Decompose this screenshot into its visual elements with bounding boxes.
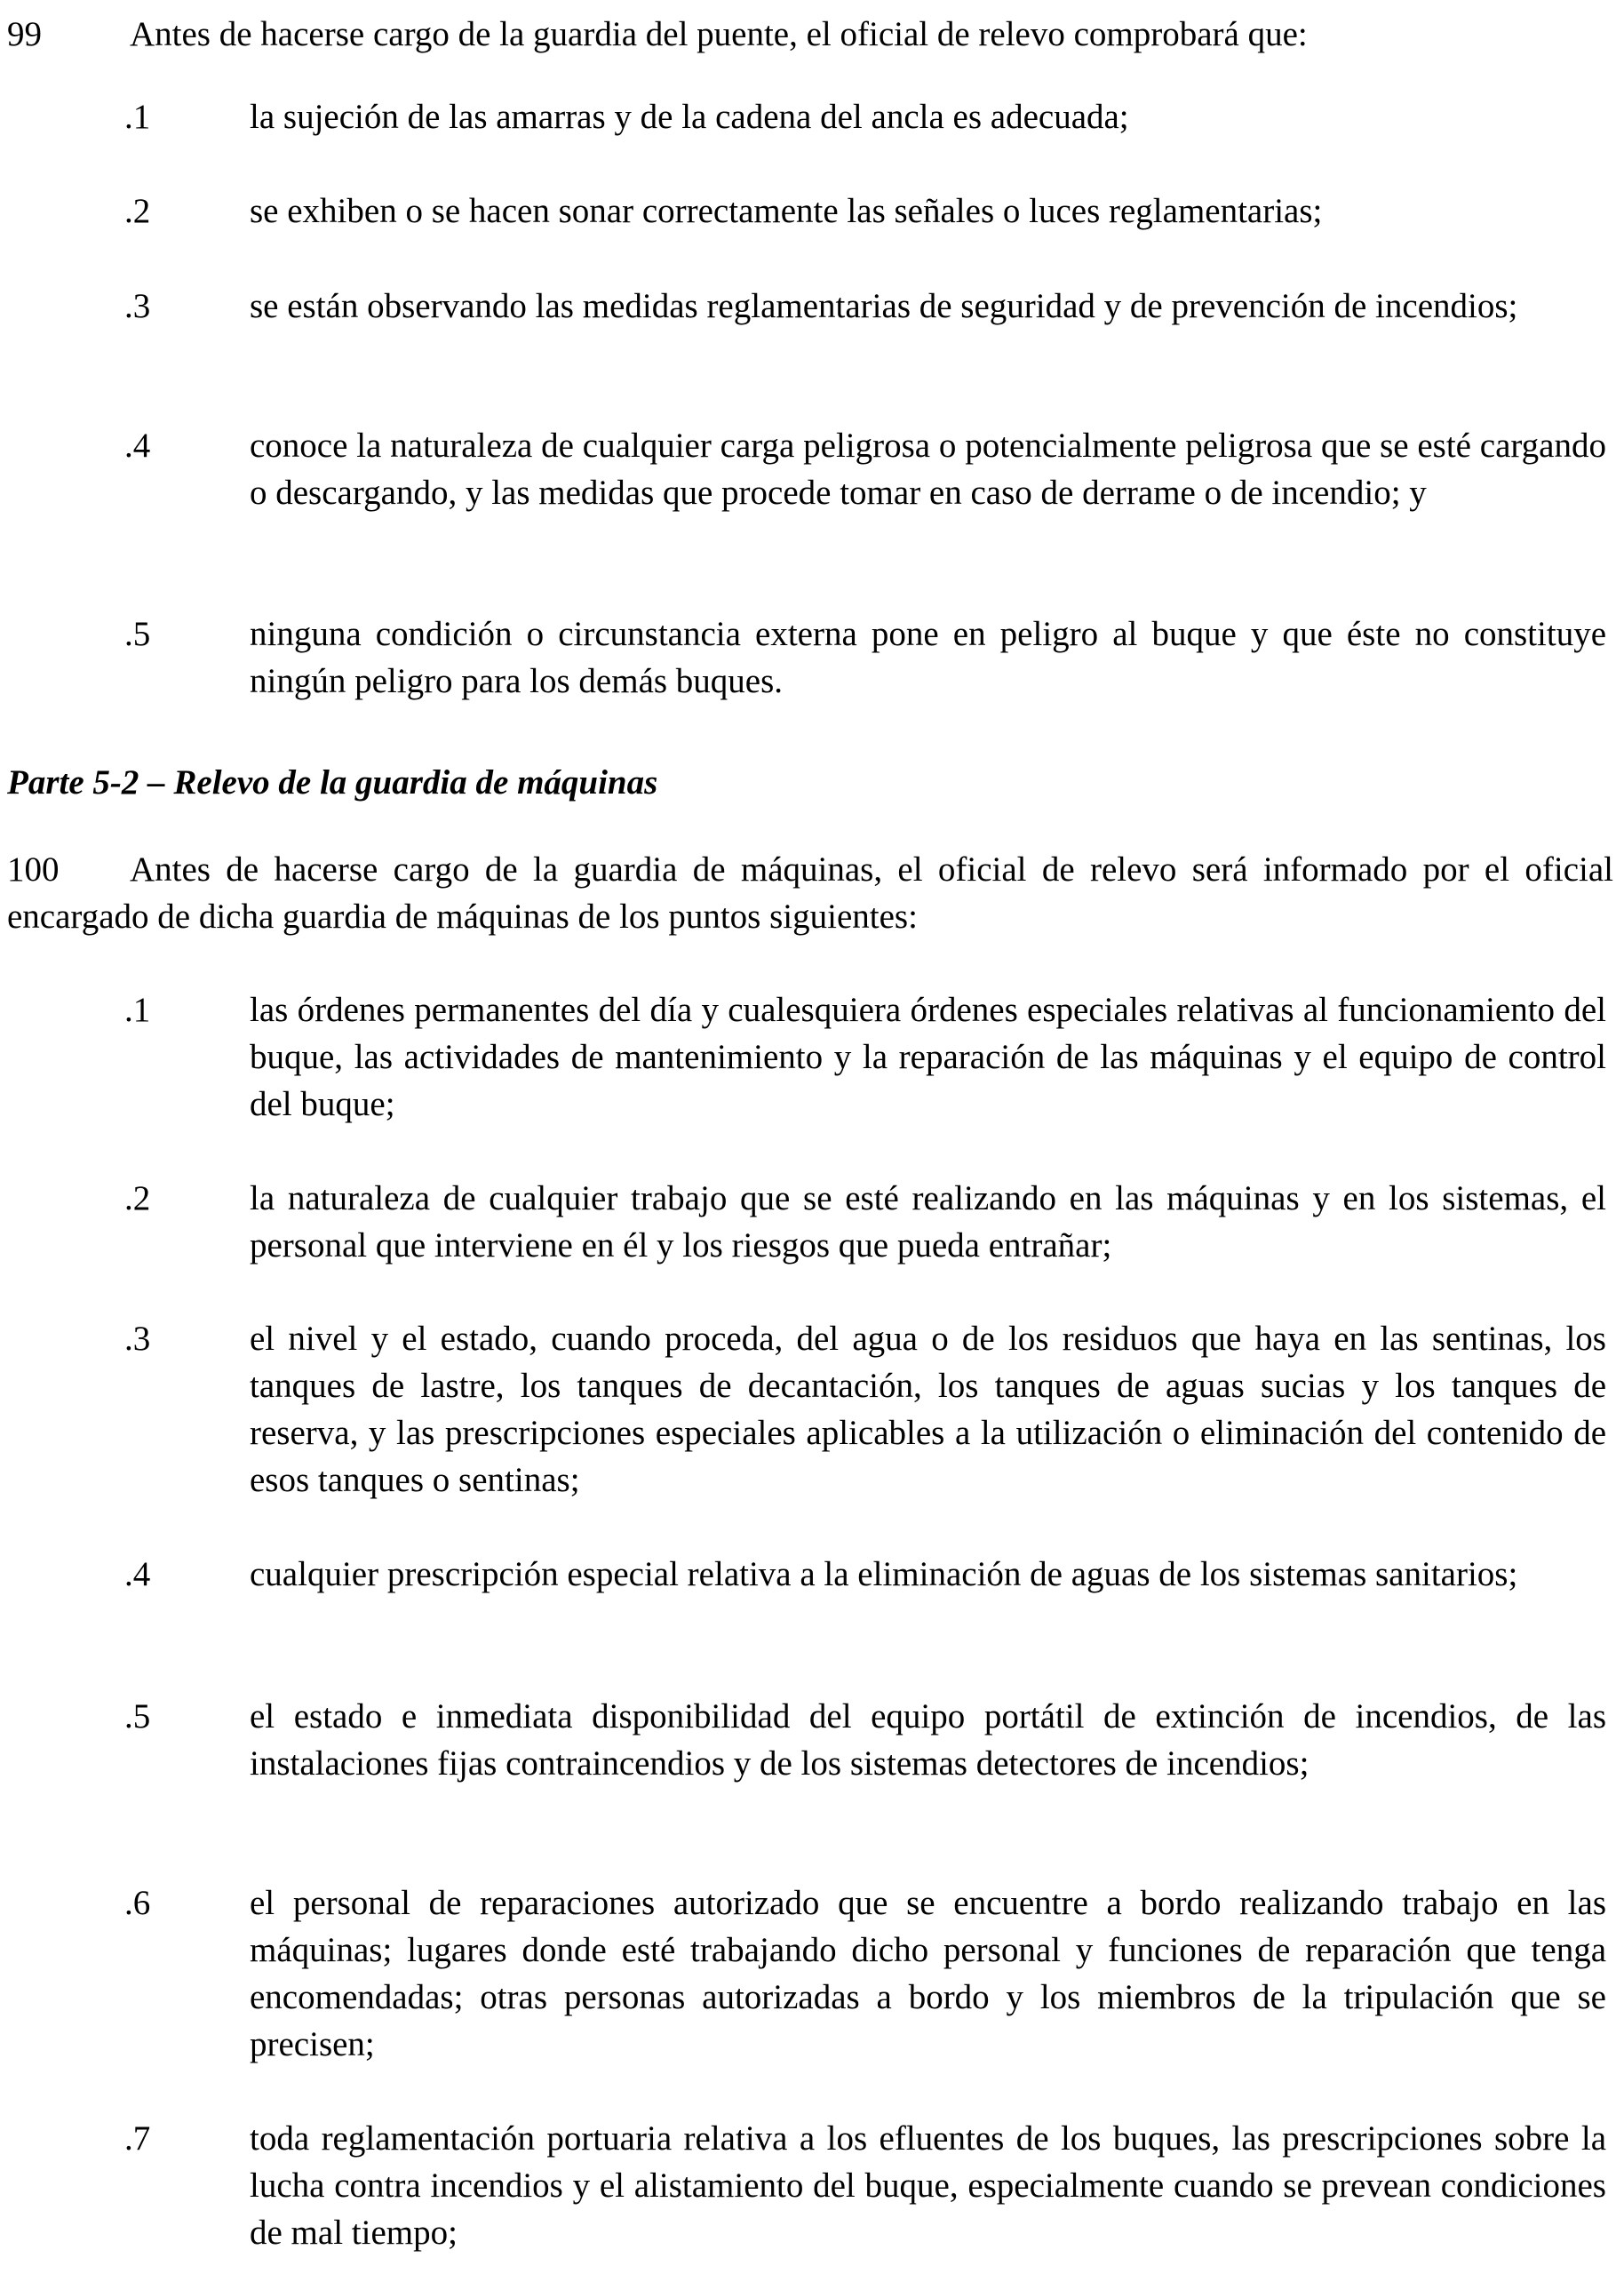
item-number: .3 xyxy=(124,287,151,325)
item-number: .5 xyxy=(124,615,151,653)
paragraph-number-100: 100 xyxy=(7,850,60,889)
item-text: toda reglamentación portuaria relativa a los efluentes de los buques, las prescripciones sobre la lucha contra incendios y el alistamiento del buque, especialmente cuando se prevean condiciones de mal tiempo; xyxy=(250,2119,1606,2252)
item-number: .1 xyxy=(124,98,151,136)
item-number: .3 xyxy=(124,1320,151,1358)
item-number: .2 xyxy=(124,192,151,230)
item-text: cualquier prescripción especial relativa a la eliminación de aguas de los sistemas sanitarios; xyxy=(250,1555,1518,1593)
item-number: .5 xyxy=(124,1697,151,1735)
paragraph-99-text: Antes de hacerse cargo de la guardia del puente, el oficial de relevo comprobará que: xyxy=(130,15,1308,53)
item-text: las órdenes permanentes del día y cualesquiera órdenes especiales relativas al funcionamiento del buque, las actividades de mantenimiento y la reparación de las máquinas y el equipo de control del buque; xyxy=(250,991,1606,1123)
item-text: el personal de reparaciones autorizado que se encuentre a bordo realizando trabajo en las máquinas; lugares donde esté trabajando dicho personal y funciones de reparación que tenga encomendadas; otras personas autorizadas a bordo y los miembros de la tripulación que se precisen; xyxy=(250,1884,1606,2063)
section-heading: Parte 5-2 – Relevo de la guardia de máquinas xyxy=(7,763,658,802)
paragraph-number-99: 99 xyxy=(7,15,42,53)
item-number: .1 xyxy=(124,991,151,1029)
item-text: la sujeción de las amarras y de la cadena del ancla es adecuada; xyxy=(250,98,1129,136)
item-number: .4 xyxy=(124,1555,151,1593)
item-number: .7 xyxy=(124,2119,151,2158)
item-number: .6 xyxy=(124,1884,151,1922)
item-text: el nivel y el estado, cuando proceda, del agua o de los residuos que haya en las sentinas, los tanques de lastre, los tanques de decantación, los tanques de aguas sucias y los tanques de reserva, y las prescripciones especiales aplicables a la utilización o eliminación del contenido de esos tanques o sentinas; xyxy=(250,1320,1606,1499)
item-text: se exhiben o se hacen sonar correctamente las señales o luces reglamentarias; xyxy=(250,192,1323,230)
paragraph-100-body: Antes de hacerse cargo de la guardia de máquinas, el oficial de relevo será informado por el oficial encargado de dicha guardia de máquinas de los puntos siguientes: xyxy=(7,850,1613,936)
item-text: la naturaleza de cualquier trabajo que se esté realizando en las máquinas y en los sistemas, el personal que interviene en él y los riesgos que pueda entrañar; xyxy=(250,1179,1606,1265)
item-text: se están observando las medidas reglamentarias de seguridad y de prevención de incendios; xyxy=(250,287,1518,325)
item-number: .2 xyxy=(124,1179,151,1217)
item-text: ninguna condición o circunstancia externa pone en peligro al buque y que éste no constituye ningún peligro para los demás buques. xyxy=(250,615,1606,700)
item-text: conoce la naturaleza de cualquier carga peligrosa o potencialmente peligrosa que se esté cargando o descargando, y las medidas que procede tomar en caso de derrame o de incendio; y xyxy=(250,427,1606,512)
paragraph-100-text xyxy=(7,846,1613,940)
item-number: .4 xyxy=(124,427,151,465)
item-text: el estado e inmediata disponibilidad del equipo portátil de extinción de incendios, de las instalaciones fijas contraincendios y de los sistemas detectores de incendios; xyxy=(250,1697,1606,1783)
